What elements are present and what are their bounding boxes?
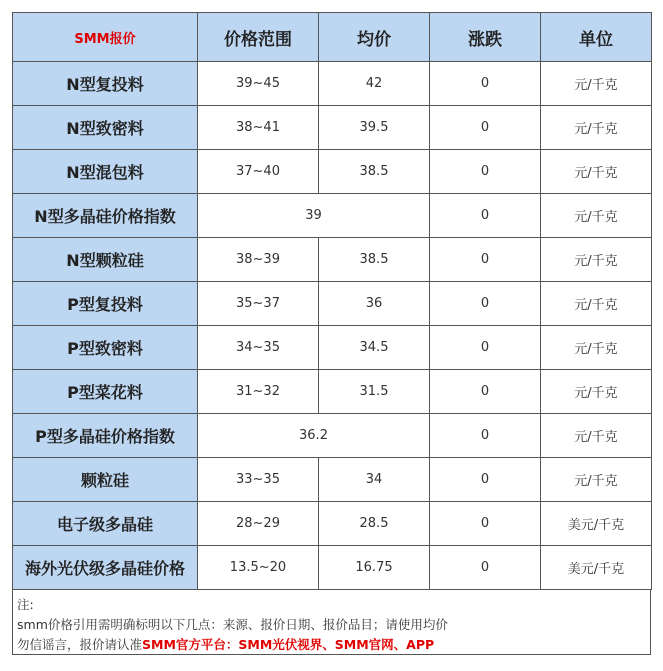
change-cell: 0: [430, 458, 541, 502]
table-row: [13, 414, 652, 458]
product-name-cell: 颗粒硅: [13, 458, 198, 502]
table-body: [13, 62, 652, 590]
change-cell: 0: [430, 194, 541, 238]
change-cell: 0: [430, 150, 541, 194]
table-row: [13, 326, 652, 370]
header-price-range: 价格范围: [198, 13, 319, 62]
price-table: [12, 12, 652, 590]
change-cell: 0: [430, 370, 541, 414]
unit-cell: 元/千克: [541, 62, 652, 106]
header-unit: 单位: [541, 13, 652, 62]
table-row: [13, 502, 652, 546]
unit-cell: 元/千克: [541, 414, 652, 458]
average-price-cell: 16.75: [319, 546, 430, 590]
note-line-2-text: 勿信谣言，报价请认准: [17, 637, 143, 652]
unit-cell: 元/千克: [541, 282, 652, 326]
average-price-cell: 36: [319, 282, 430, 326]
change-cell: 0: [430, 326, 541, 370]
note-label: 注:: [17, 597, 34, 612]
average-price-cell: 34.5: [319, 326, 430, 370]
change-cell: 0: [430, 546, 541, 590]
unit-cell: 美元/千克: [541, 502, 652, 546]
price-range-cell: 35~37: [198, 282, 319, 326]
price-range-cell: 34~35: [198, 326, 319, 370]
price-range-cell: 38~39: [198, 238, 319, 282]
average-price-cell: 31.5: [319, 370, 430, 414]
table-row: [13, 62, 652, 106]
price-range-cell: 13.5~20: [198, 546, 319, 590]
table-row: [13, 546, 652, 590]
unit-cell: 元/千克: [541, 194, 652, 238]
product-name-cell: N型致密料: [13, 106, 198, 150]
note-line-2: [17, 635, 646, 655]
smm-quote-label: SMM报价: [13, 13, 198, 62]
product-name-cell: N型混包料: [13, 150, 198, 194]
price-range-cell: 33~35: [198, 458, 319, 502]
price-range-cell: 39~45: [198, 62, 319, 106]
unit-cell: 元/千克: [541, 370, 652, 414]
product-name-cell: 电子级多晶硅: [13, 502, 198, 546]
price-range-cell: 38~41: [198, 106, 319, 150]
average-price-cell: 28.5: [319, 502, 430, 546]
header-change: 涨跌: [430, 13, 541, 62]
table-row: [13, 150, 652, 194]
note-official-platform: SMM官方平台：SMM光伏视界、SMM官网、APP: [142, 637, 435, 652]
unit-cell: 美元/千克: [541, 546, 652, 590]
average-price-cell: 42: [319, 62, 430, 106]
price-range-cell: 28~29: [198, 502, 319, 546]
change-cell: 0: [430, 106, 541, 150]
note-line-1: smm价格引用需明确标明以下几点：来源、报价日期、报价品目；请使用均价: [17, 617, 448, 632]
table-row: [13, 282, 652, 326]
product-name-cell: P型菜花料: [13, 370, 198, 414]
product-name-cell: 海外光伏级多晶硅价格: [13, 546, 198, 590]
table-row: [13, 458, 652, 502]
index-value-cell: 39: [198, 194, 430, 238]
unit-cell: 元/千克: [541, 326, 652, 370]
product-name-cell: N型颗粒硅: [13, 238, 198, 282]
table-row: [13, 194, 652, 238]
product-name-cell: N型复投料: [13, 62, 198, 106]
change-cell: 0: [430, 62, 541, 106]
table-header-row: [13, 13, 652, 62]
average-price-cell: 34: [319, 458, 430, 502]
change-cell: 0: [430, 502, 541, 546]
index-value-cell: 36.2: [198, 414, 430, 458]
change-cell: 0: [430, 414, 541, 458]
table-row: [13, 370, 652, 414]
product-name-cell: N型多晶硅价格指数: [13, 194, 198, 238]
price-range-cell: 37~40: [198, 150, 319, 194]
table-row: [13, 238, 652, 282]
unit-cell: 元/千克: [541, 150, 652, 194]
average-price-cell: 39.5: [319, 106, 430, 150]
price-table-container: [12, 12, 651, 655]
unit-cell: 元/千克: [541, 238, 652, 282]
header-average-price: 均价: [319, 13, 430, 62]
change-cell: 0: [430, 282, 541, 326]
price-range-cell: 31~32: [198, 370, 319, 414]
note-box: [12, 590, 651, 655]
change-cell: 0: [430, 238, 541, 282]
unit-cell: 元/千克: [541, 106, 652, 150]
product-name-cell: P型致密料: [13, 326, 198, 370]
product-name-cell: P型复投料: [13, 282, 198, 326]
unit-cell: 元/千克: [541, 458, 652, 502]
average-price-cell: 38.5: [319, 238, 430, 282]
average-price-cell: 38.5: [319, 150, 430, 194]
product-name-cell: P型多晶硅价格指数: [13, 414, 198, 458]
table-row: [13, 106, 652, 150]
